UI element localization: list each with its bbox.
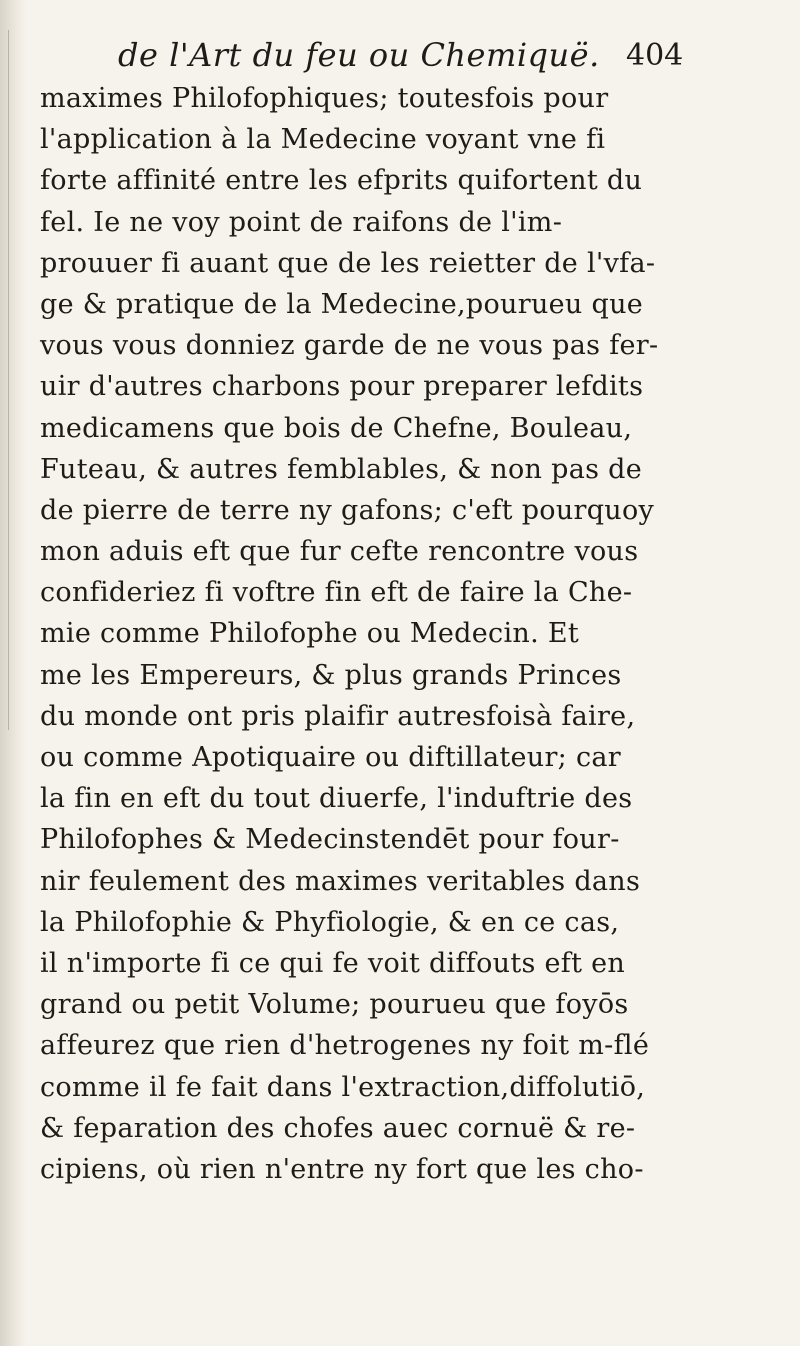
- text-line: uir d'autres charbons pour preparer lefdits: [40, 371, 644, 403]
- text-line: confideriez fi voftre fin eft de faire la Che-: [40, 577, 633, 609]
- text-line: mie comme Philofophe ou Medecin. Et: [40, 618, 579, 650]
- text-line: me les Empereurs, & plus grands Princes: [40, 659, 622, 691]
- text-line: comme il fe fait dans l'extraction,diffolutiō,: [40, 1071, 646, 1103]
- text-line: l'application à la Medecine voyant vne fi: [40, 124, 606, 156]
- text-line: ou comme Apotiquaire ou diftillateur; car: [40, 742, 621, 773]
- text-line: fel. Ie ne voy point de raifons de l'im-: [40, 206, 563, 238]
- text-line: ge & pratique de la Medecine,pourueu que: [40, 288, 644, 320]
- text-line: la Philofophie & Phyfiologie, & en ce cas,: [40, 906, 620, 938]
- text-line: Philofophes & Medecinstendēt pour four-: [40, 824, 620, 856]
- text-line: nir feulement des maximes veritables dans: [40, 865, 641, 897]
- text-line: medicamens que bois de Chefne, Bouleau,: [40, 412, 633, 444]
- text-line: maximes Philofophiques; toutesfois pour: [40, 83, 609, 114]
- running-head: de l'Art du feu ou Chemiquë.: [118, 36, 600, 74]
- text-line: prouuer fi auant que de les reietter de l'vfa-: [40, 247, 656, 279]
- text-line: vous vous donniez garde de ne vous pas fer-: [40, 330, 659, 362]
- text-line: grand ou petit Volume; pourueu que foyōs: [40, 989, 629, 1021]
- text-line: de pierre de terre ny gafons; c'eft pourquoy: [40, 494, 655, 526]
- text-line: il n'importe fi ce qui fe voit diffouts eft en: [40, 947, 626, 979]
- text-line: forte affinité entre les efprits quifortent du: [40, 165, 643, 197]
- gutter-fold-line: [8, 30, 9, 730]
- text-line: du monde ont pris plaifir autresfoisà faire,: [40, 700, 636, 732]
- text-line: Futeau, & autres femblables, & non pas de: [40, 453, 643, 485]
- body-text: [40, 78, 780, 1190]
- text-line: la fin en eft du tout diuerfe, l'induftrie des: [40, 783, 633, 815]
- text-line: mon aduis eft que fur cefte rencontre vous: [40, 536, 639, 568]
- text-line: & feparation des chofes auec cornuë & re-: [40, 1112, 636, 1144]
- text-line: affeurez que rien d'hetrogenes ny foit m-flé: [40, 1030, 650, 1062]
- page-number: 404: [626, 38, 684, 73]
- text-line: cipiens, où rien n'entre ny fort que les cho-: [40, 1153, 644, 1185]
- page-gutter: [0, 0, 26, 1346]
